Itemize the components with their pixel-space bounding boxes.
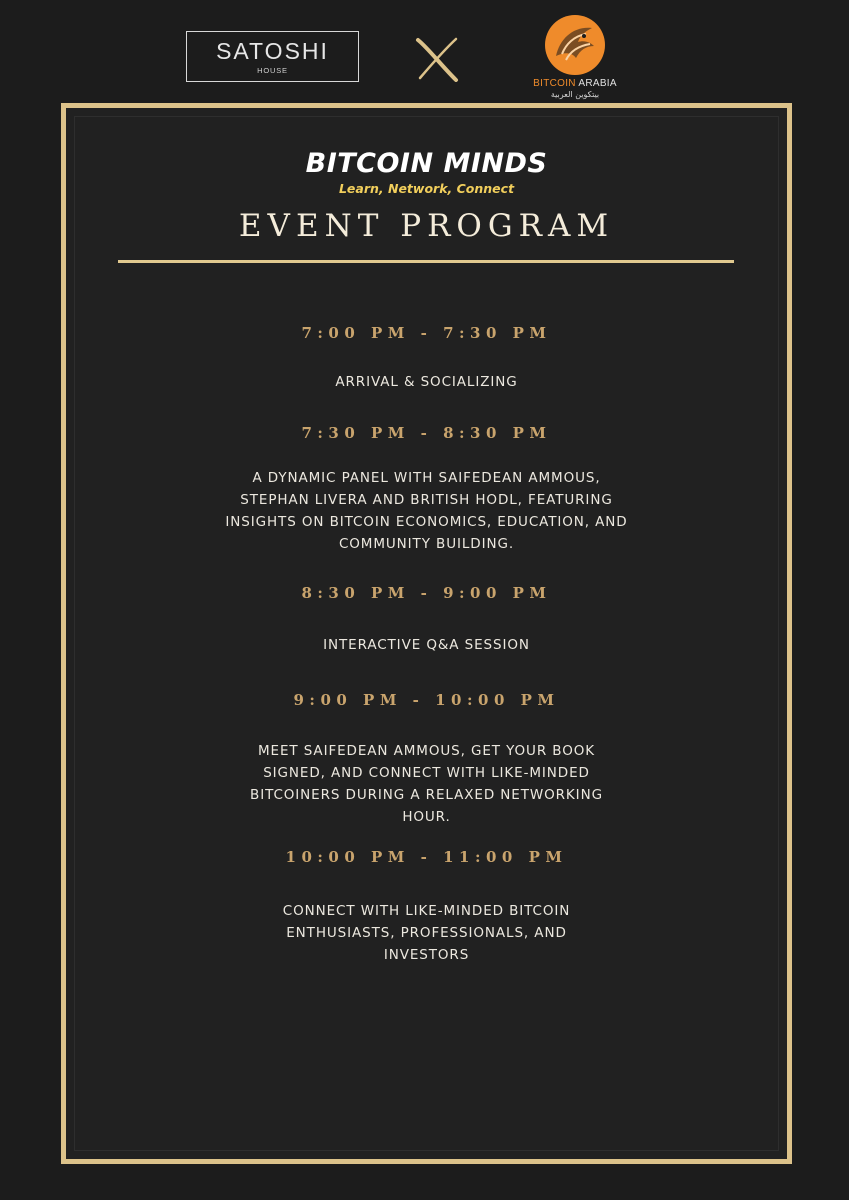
satoshi-logo-wordmark: SATOSHI	[216, 38, 329, 64]
schedule-description-4: MEET SAIFEDEAN AMMOUS, GET YOUR BOOK SIGNED, AND CONNECT WITH LIKE-MINDED BITCOINERS DURING A RELAXED NETWORKING HOUR.	[250, 743, 603, 825]
event-tagline: Learn, Network, Connect	[338, 181, 515, 196]
eagle-emblem-icon	[544, 14, 606, 76]
schedule-description-5: CONNECT WITH LIKE-MINDED BITCOIN ENTHUSIASTS, PROFESSIONALS, AND INVESTORS	[282, 903, 571, 963]
schedule-time-4: 9:00 PM - 10:00 PM	[293, 691, 560, 709]
schedule-description-1: ARRIVAL & SOCIALIZING	[335, 374, 518, 390]
bitcoin-arabia-logo	[525, 14, 625, 104]
schedule-description-2: A DYNAMIC PANEL WITH SAIFEDEAN AMMOUS, STEPHAN LIVERA AND BRITISH HODL, FEATURING INSIGHTS ON BITCOIN ECONOMICS, EDUCATION, AND COMMUNITY BUILDING.	[225, 470, 628, 552]
heading-divider	[118, 260, 734, 263]
schedule-time-2: 7:30 PM - 8:30 PM	[301, 424, 552, 442]
schedule-time-3: 8:30 PM - 9:00 PM	[301, 584, 552, 602]
satoshi-house-logo	[186, 31, 359, 82]
schedule-description-3: INTERACTIVE Q&A SESSION	[323, 637, 530, 653]
schedule-time-5: 10:00 PM - 11:00 PM	[285, 848, 568, 866]
bitcoin-arabia-arabic-name: بيتكوين العربية	[550, 90, 600, 99]
bitcoin-arabia-wordmark	[525, 78, 625, 89]
schedule-time-1: 7:00 PM - 7:30 PM	[301, 324, 552, 342]
program-frame	[61, 103, 792, 1164]
event-title: BITCOIN MINDS	[305, 148, 548, 179]
bitcoin-arabia-rest: ARABIA	[575, 78, 617, 89]
bitcoin-arabia-accent: BITCOIN	[533, 78, 576, 89]
partner-logos-bar	[0, 0, 849, 105]
cross-icon	[414, 36, 460, 82]
satoshi-logo-subtitle: HOUSE	[257, 66, 288, 75]
program-heading: EVENT PROGRAM	[238, 208, 615, 244]
